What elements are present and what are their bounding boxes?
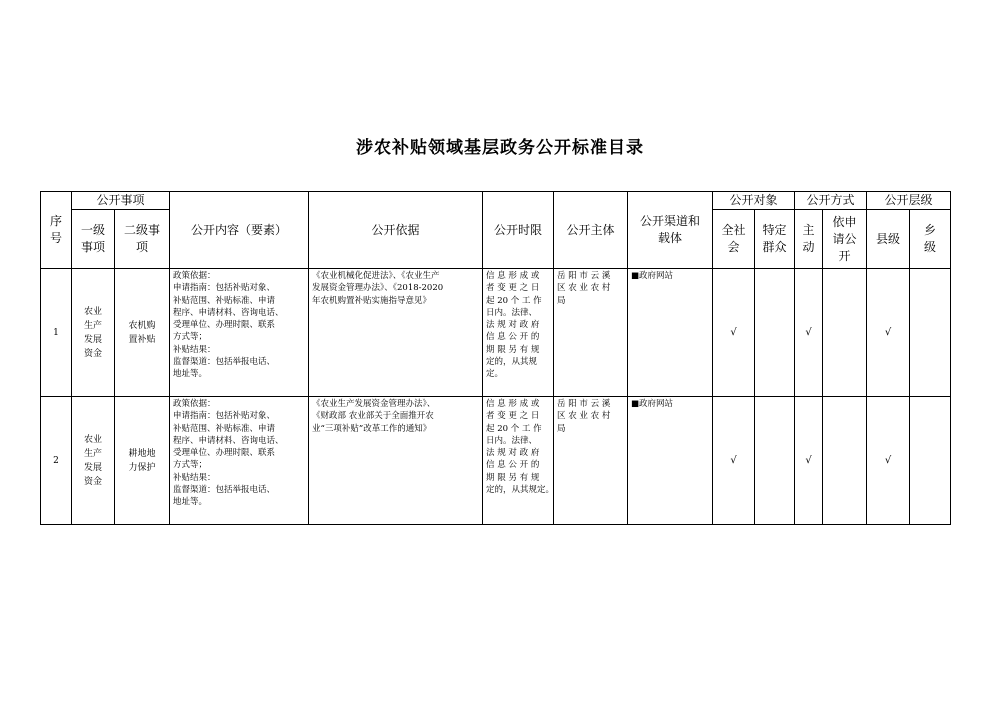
- cell-town: [910, 269, 951, 397]
- header-time: 公开时限: [483, 192, 554, 269]
- cell-time: 信 息 形 成 或 者 变 更 之 日 起 20 个 工 作 日内。法律、 法 规 对 政 府 信 息 公 开 的 期 限 另 有 规 定的，从其规 定。: [483, 269, 554, 397]
- cell-subject: 岳 阳 市 云 溪 区 农 业 农 村 局: [554, 269, 628, 397]
- header-content: 公开内容（要素）: [170, 192, 309, 269]
- cell-county: √: [867, 397, 910, 525]
- header-basis: 公开依据: [309, 192, 483, 269]
- header-seq: 序 号: [41, 192, 72, 269]
- cell-on-request: [823, 269, 867, 397]
- cell-active: √: [795, 269, 823, 397]
- header-method-active: 主 动: [795, 210, 823, 269]
- document-title: 涉农补贴领域基层政务公开标准目录: [356, 138, 644, 158]
- cell-subject: 岳 阳 市 云 溪 区 农 业 农 村 局: [554, 397, 628, 525]
- table-row: [41, 269, 951, 397]
- cell-all-society: √: [713, 269, 755, 397]
- cell-county: √: [867, 269, 910, 397]
- cell-time: 信 息 形 成 或 者 变 更 之 日 起 20 个 工 作 日内。法律、 法 规 对 政 府 信 息 公 开 的 期 限 另 有 规 定的，从其规定。: [483, 397, 554, 525]
- cell-basis: 《农业生产发展资金管理办法》、 《财政部 农业部关于全面推开农 业“三项补贴”改革工作的通知》: [309, 397, 483, 525]
- header-channel: 公开渠道和 载体: [628, 192, 713, 269]
- header-method: 公开方式: [795, 192, 867, 210]
- header-level-county: 县级: [867, 210, 910, 269]
- header-row-top: [41, 192, 951, 210]
- disclosure-catalog-table: [40, 191, 951, 525]
- header-level1: 一级 事项: [72, 210, 115, 269]
- cell-on-request: [823, 397, 867, 525]
- header-target: 公开对象: [713, 192, 795, 210]
- cell-level2: 耕地地 力保护: [115, 397, 170, 525]
- header-matter: 公开事项: [72, 192, 170, 210]
- cell-seq: 2: [41, 397, 72, 525]
- header-target-all: 全社 会: [713, 210, 755, 269]
- cell-special-group: [755, 269, 795, 397]
- cell-content: 政策依据： 申请指南：包括补贴对象、 补贴范围、补贴标准、申请 程序、申请材料、咨询电话、 受理单位、办理时限、联系 方式等； 补贴结果： 监督渠道：包括举报电话、 地址等。: [170, 269, 309, 397]
- cell-level1: 农业 生产 发展 资金: [72, 269, 115, 397]
- table-row: [41, 397, 951, 525]
- cell-seq: 1: [41, 269, 72, 397]
- header-level: 公开层级: [867, 192, 951, 210]
- cell-active: √: [795, 397, 823, 525]
- cell-level1: 农业 生产 发展 资金: [72, 397, 115, 525]
- cell-town: [910, 397, 951, 525]
- header-subject: 公开主体: [554, 192, 628, 269]
- cell-level2: 农机购 置补贴: [115, 269, 170, 397]
- header-level-town: 乡 级: [910, 210, 951, 269]
- cell-channel: ■政府网站: [628, 269, 713, 397]
- cell-special-group: [755, 397, 795, 525]
- cell-channel: ■政府网站: [628, 397, 713, 525]
- header-target-special: 特定 群众: [755, 210, 795, 269]
- cell-all-society: √: [713, 397, 755, 525]
- cell-basis: 《农业机械化促进法》、《农业生产 发展资金管理办法》、《2018-2020 年农机购置补贴实施指导意见》: [309, 269, 483, 397]
- header-method-apply: 依申 请公 开: [823, 210, 867, 269]
- header-level2: 二级事 项: [115, 210, 170, 269]
- cell-content: 政策依据： 申请指南：包括补贴对象、 补贴范围、补贴标准、申请 程序、申请材料、咨询电话、 受理单位、办理时限、联系 方式等； 补贴结果： 监督渠道：包括举报电话、 地址等。: [170, 397, 309, 525]
